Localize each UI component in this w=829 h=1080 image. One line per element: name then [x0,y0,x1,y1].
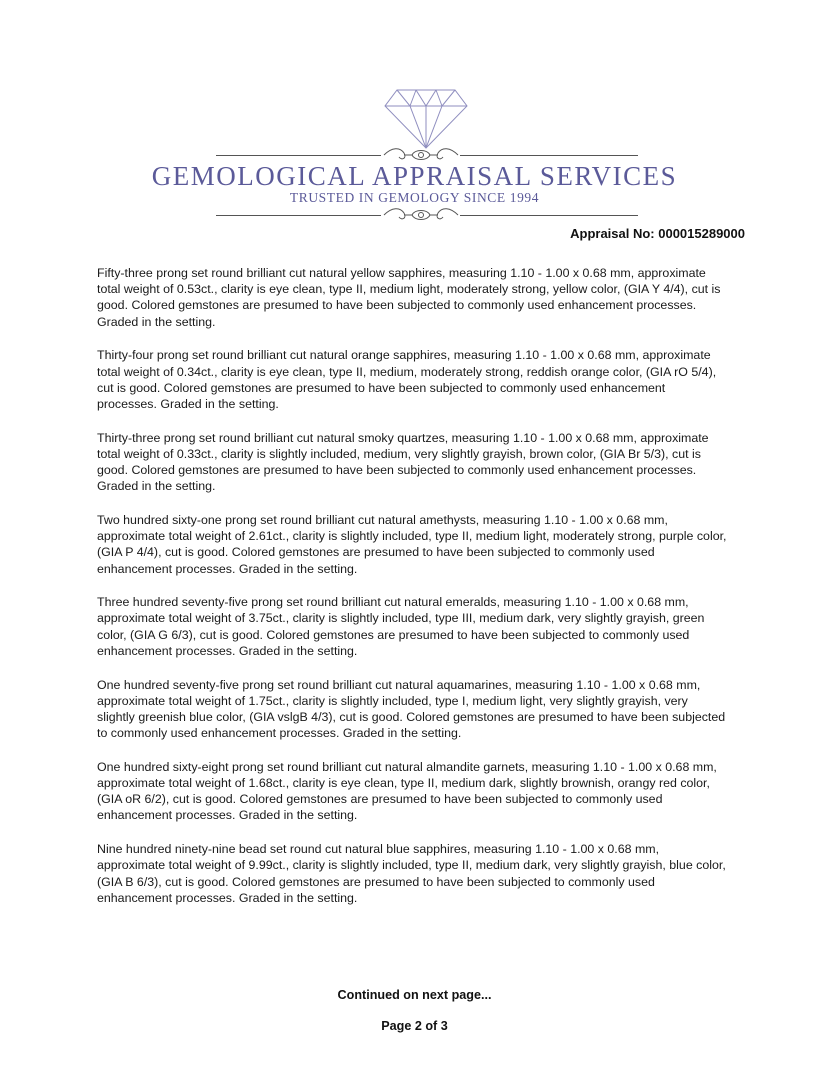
description-paragraph: Thirty-three prong set round brilliant cut natural smoky quartzes, measuring 1.10 - 1.00 x 0.68 mm, approximate total weight of 0.33ct., clarity is slightly included, medium, very slightly grayish, brown color, (GIA Br 5/3), cut is good. Colored gemstones are presumed to have been subjected to commonly used enhancement processes. Graded in the setting. [97,430,709,494]
continued-note: Continued on next page... [337,988,492,1002]
divider-top-left [216,155,381,156]
description-paragraph: Two hundred sixty-one prong set round brilliant cut natural amethysts, measuring 1.10 - 1.00 x 0.68 mm, approximate total weight of 2.61ct., clarity is slightly included, type II, medium light, moderately strong, purple color, (GIA P 4/4), cut is good. Colored gemstones are presumed to have been subjected to commonly used enhancement processes. Graded in the setting. [97,512,727,576]
description-paragraph: Three hundred seventy-five prong set round brilliant cut natural emeralds, measuring 1.10 - 1.00 x 0.68 mm, approximate total weight of 3.75ct., clarity is slightly included, type III, medium dark, very slightly grayish, green color, (GIA G 6/3), cut is good. Colored gemstones are presumed to have been subjected to commonly used enhancement processes. Graded in the setting. [97,595,705,658]
description-paragraph: Thirty-four prong set round brilliant cut natural orange sapphires, measuring 1.10 - 1.00 x 0.68 mm, approximate total weight of 0.34ct., clarity is eye clean, type II, medium, moderately strong, reddish orange color, (GIA rO 5/4), cut is good. Colored gemstones are presumed to have been subjected to commonly used enhancement processes. Graded in the setting. [97,348,717,411]
gemstone-descriptions [97,265,727,924]
description-paragraph: One hundred sixty-eight prong set round brilliant cut natural almandite garnets, measuring 1.10 - 1.00 x 0.68 mm, approximate total weight of 1.68ct., clarity is eye clean, type II, medium dark, slightly brownish, orangy red color, (GIA oR 6/2), cut is good. Colored gemstones are presumed to have been subjected to commonly used enhancement processes. Graded in the setting. [97,759,717,823]
description-paragraph: One hundred seventy-five prong set round brilliant cut natural aquamarines, measuring 1.10 - 1.00 x 0.68 mm, approximate total weight of 1.75ct., clarity is slightly included, type I, medium light, very slightly grayish, very slightly greenish blue color, (GIA vslgB 4/3), cut is good. Colored gemstones are presumed to have been subjected to commonly used enhancement processes. Graded in the setting. [97,677,726,741]
description-paragraph: Nine hundred ninety-nine bead set round cut natural blue sapphires, measuring 1.10 - 1.00 x 0.68 mm, approximate total weight of 9.99ct., clarity is slightly included, type II, medium dark, very slightly grayish, blue color, (GIA B 6/3), cut is good. Colored gemstones are presumed to have been subjected to commonly used enhancement processes. Graded in the setting. [97,842,726,905]
company-tagline: TRUSTED IN GEMOLOGY SINCE 1994 [289,190,540,205]
diamond-icon [383,88,469,150]
company-name: GEMOLOGICAL APPRAISAL SERVICES [151,161,678,191]
ornament-icon [382,205,460,225]
appraisal-number: Appraisal No: 000015289000 [570,226,745,241]
divider-bottom-left [216,215,381,216]
letterhead [0,88,829,228]
description-paragraph: Fifty-three prong set round brilliant cut natural yellow sapphires, measuring 1.10 - 1.00 x 0.68 mm, approximate total weight of 0.53ct., clarity is eye clean, type II, medium light, moderately strong, yellow color, (GIA Y 4/4), cut is good. Colored gemstones are presumed to have been subjected to commonly used enhancement processes. Graded in the setting. [97,266,721,329]
divider-bottom-right [460,215,638,216]
page-number: Page 2 of 3 [381,1019,448,1033]
divider-top-right [460,155,638,156]
